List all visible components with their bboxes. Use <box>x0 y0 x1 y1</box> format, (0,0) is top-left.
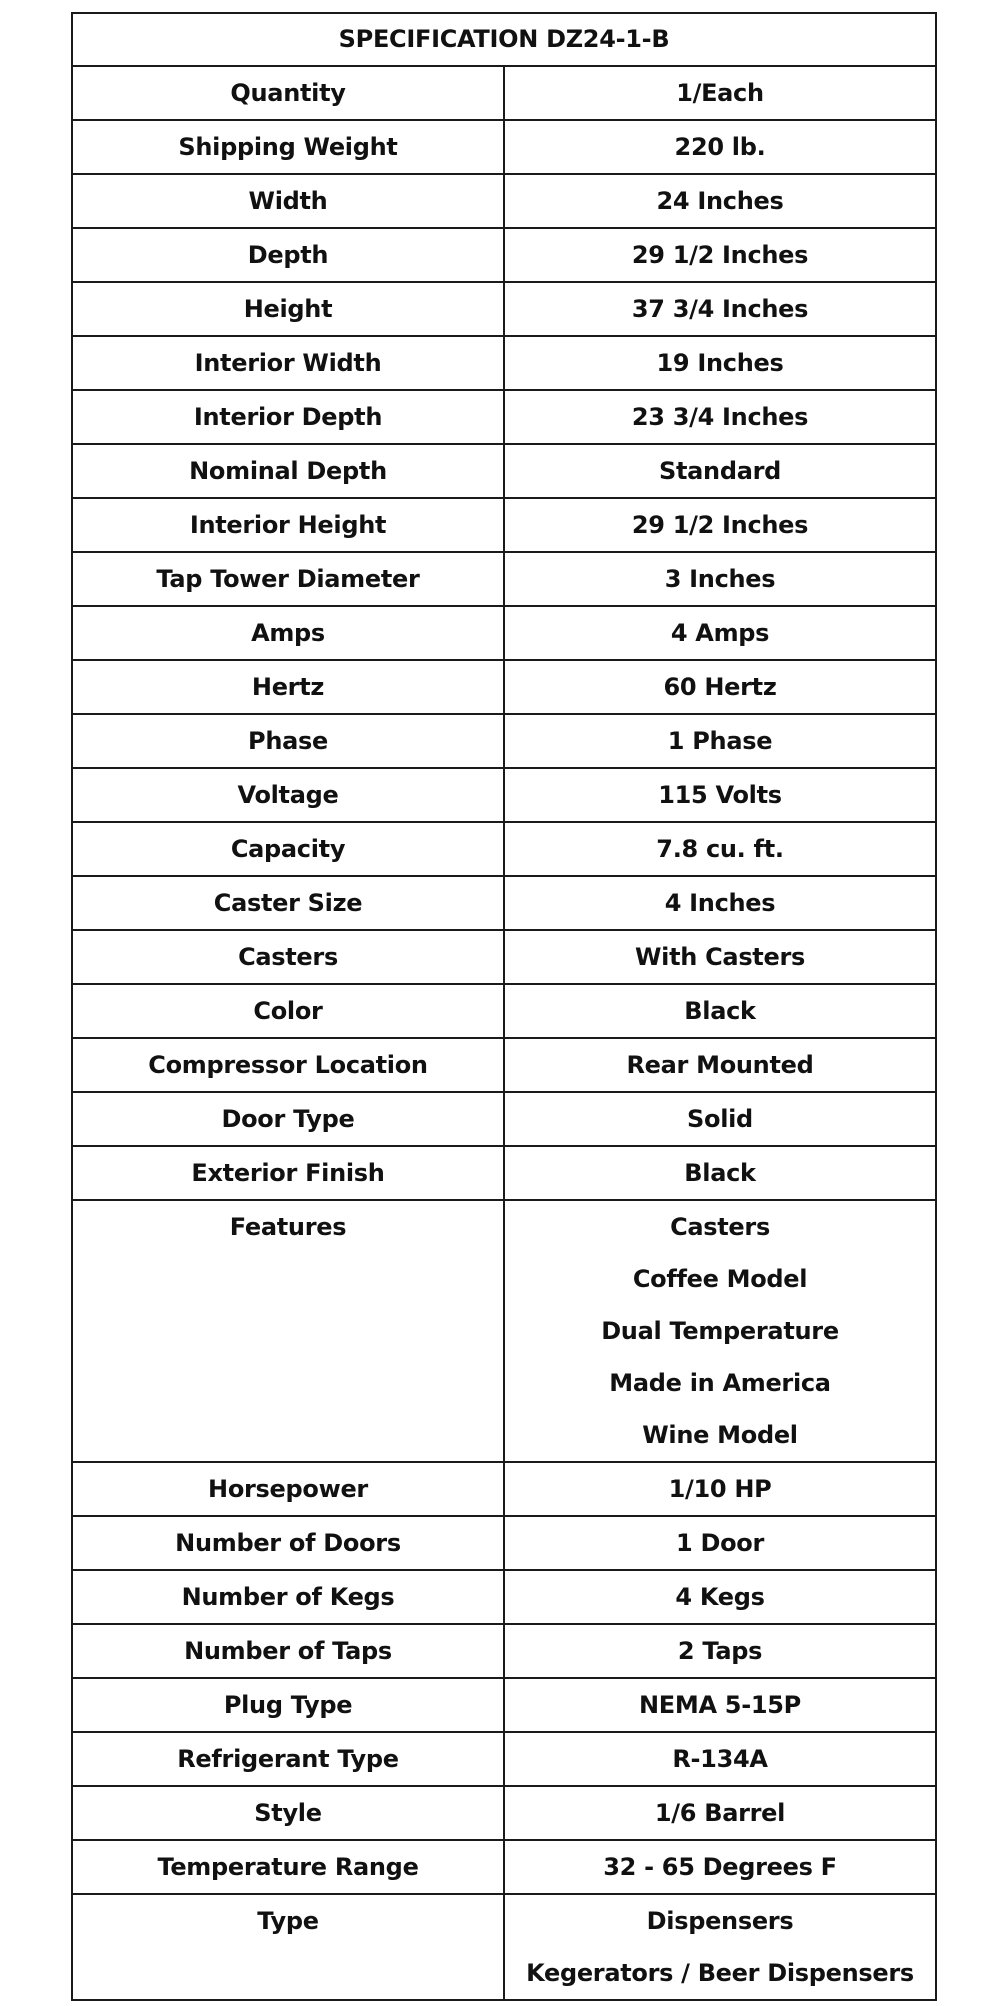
spec-value: 1/10 HP <box>668 1475 772 1503</box>
spec-label-cell <box>72 228 504 282</box>
spec-value-cell <box>504 930 936 984</box>
spec-label: Shipping Weight <box>178 133 398 161</box>
spec-value-cell <box>504 1516 936 1570</box>
spec-label-cell <box>72 606 504 660</box>
spec-label: Phase <box>248 727 328 755</box>
spec-value: 1/6 Barrel <box>654 1799 786 1827</box>
spec-value: Dual Temperature <box>601 1317 839 1345</box>
spec-label: Temperature Range <box>157 1853 419 1881</box>
spec-label-cell <box>72 552 504 606</box>
spec-label: Voltage <box>237 781 339 809</box>
spec-value: 115 Volts <box>658 781 782 809</box>
spec-label: Depth <box>247 241 329 269</box>
spec-value-cell <box>504 1092 936 1146</box>
table-row <box>72 1462 936 1516</box>
spec-value: R-134A <box>672 1745 768 1773</box>
table-title: SPECIFICATION DZ24-1-B <box>72 13 936 66</box>
spec-value-cell <box>504 1200 936 1462</box>
table-row <box>72 1092 936 1146</box>
table-row <box>72 66 936 120</box>
spec-label: Interior Height <box>189 511 387 539</box>
spec-value-cell <box>504 606 936 660</box>
spec-value: Rear Mounted <box>626 1051 814 1079</box>
spec-value: Casters <box>670 1213 770 1241</box>
spec-label-cell <box>72 444 504 498</box>
spec-label-cell <box>72 930 504 984</box>
spec-label: Nominal Depth <box>189 457 387 485</box>
spec-label-cell <box>72 66 504 120</box>
spec-value: 1 Door <box>676 1529 764 1557</box>
spec-value-cell <box>504 768 936 822</box>
spec-label: Plug Type <box>223 1691 353 1719</box>
spec-label: Tap Tower Diameter <box>156 565 420 593</box>
spec-value-cell <box>504 498 936 552</box>
spec-label-cell <box>72 876 504 930</box>
table-row <box>72 1678 936 1732</box>
spec-value-cell <box>504 1840 936 1894</box>
table-row <box>72 1038 936 1092</box>
spec-label-cell <box>72 1894 504 2000</box>
table-row <box>72 1624 936 1678</box>
spec-label: Interior Depth <box>193 403 383 431</box>
spec-value-cell <box>504 174 936 228</box>
spec-label-cell <box>72 714 504 768</box>
table-row <box>72 390 936 444</box>
spec-value: 4 Kegs <box>675 1583 765 1611</box>
table-row <box>72 768 936 822</box>
spec-value-cell <box>504 1462 936 1516</box>
table-row <box>72 336 936 390</box>
spec-label-cell <box>72 984 504 1038</box>
table-row <box>72 444 936 498</box>
table-row <box>72 498 936 552</box>
table-row <box>72 1732 936 1786</box>
table-row <box>72 930 936 984</box>
spec-label: Interior Width <box>194 349 382 377</box>
spec-value-cell <box>504 984 936 1038</box>
table-row <box>72 1840 936 1894</box>
spec-value-cell <box>504 714 936 768</box>
spec-label: Color <box>253 997 323 1025</box>
spec-label: Quantity <box>230 79 346 107</box>
table-row <box>72 1894 936 2000</box>
spec-value: Coffee Model <box>632 1265 808 1293</box>
spec-value: With Casters <box>635 943 805 971</box>
table-row <box>72 606 936 660</box>
spec-value: Black <box>684 997 756 1025</box>
spec-label-cell <box>72 1786 504 1840</box>
spec-value-cell <box>504 1678 936 1732</box>
spec-value-cell <box>504 660 936 714</box>
spec-label-cell <box>72 1038 504 1092</box>
table-row <box>72 1786 936 1840</box>
table-row <box>72 228 936 282</box>
table-row <box>72 822 936 876</box>
spec-value-cell <box>504 552 936 606</box>
spec-value: 29 1/2 Inches <box>631 511 809 539</box>
spec-value: 23 3/4 Inches <box>631 403 809 431</box>
spec-label: Horsepower <box>208 1475 368 1503</box>
spec-label: Style <box>254 1799 322 1827</box>
spec-label: Exterior Finish <box>191 1159 385 1187</box>
spec-value-cell <box>504 228 936 282</box>
spec-value: 1 Phase <box>667 727 773 755</box>
table-row <box>72 1200 936 1462</box>
spec-label-cell <box>72 1462 504 1516</box>
table-row <box>72 282 936 336</box>
spec-label-cell <box>72 282 504 336</box>
spec-value-cell <box>504 66 936 120</box>
spec-value-cell <box>504 1732 936 1786</box>
spec-value: 37 3/4 Inches <box>631 295 809 323</box>
spec-value-cell <box>504 1146 936 1200</box>
spec-value: Standard <box>658 457 782 485</box>
spec-label: Width <box>248 187 328 215</box>
spec-value-cell <box>504 336 936 390</box>
spec-label-cell <box>72 390 504 444</box>
spec-value: 4 Inches <box>664 889 776 917</box>
spec-value: Solid <box>687 1105 753 1133</box>
spec-value: 24 Inches <box>656 187 784 215</box>
table-body <box>72 66 936 2000</box>
spec-label-cell <box>72 1516 504 1570</box>
table-row <box>72 174 936 228</box>
spec-label-cell <box>72 1678 504 1732</box>
spec-value: 29 1/2 Inches <box>631 241 809 269</box>
spec-label-cell <box>72 498 504 552</box>
spec-label: Number of Doors <box>175 1529 401 1557</box>
spec-label: Type <box>257 1907 319 1935</box>
spec-value: Kegerators / Beer Dispensers <box>526 1959 914 1987</box>
spec-value: 60 Hertz <box>663 673 777 701</box>
spec-label: Number of Kegs <box>181 1583 395 1611</box>
spec-label-cell <box>72 1840 504 1894</box>
spec-label-cell <box>72 1624 504 1678</box>
spec-label: Compressor Location <box>148 1051 428 1079</box>
spec-label: Hertz <box>251 673 325 701</box>
spec-value: 19 Inches <box>656 349 784 377</box>
spec-value: 2 Taps <box>677 1637 763 1665</box>
spec-label-cell <box>72 1570 504 1624</box>
spec-value-cell <box>504 1038 936 1092</box>
spec-label: Refrigerant Type <box>177 1745 399 1773</box>
table-row <box>72 1516 936 1570</box>
spec-value-cell <box>504 822 936 876</box>
spec-label: Capacity <box>230 835 346 863</box>
table-row <box>72 1146 936 1200</box>
spec-value-cell <box>504 1786 936 1840</box>
table-row <box>72 1570 936 1624</box>
spec-label: Number of Taps <box>184 1637 392 1665</box>
spec-label: Door Type <box>221 1105 355 1133</box>
spec-label: Height <box>243 295 333 323</box>
table-row <box>72 984 936 1038</box>
spec-label-cell <box>72 822 504 876</box>
spec-value-cell <box>504 120 936 174</box>
table-row <box>72 876 936 930</box>
spec-value: 7.8 cu. ft. <box>656 835 784 863</box>
spec-label: Amps <box>251 619 325 647</box>
spec-value-cell <box>504 1624 936 1678</box>
spec-value-cell <box>504 1894 936 2000</box>
table-row <box>72 552 936 606</box>
spec-label-cell <box>72 1200 504 1462</box>
spec-value: Made in America <box>609 1369 831 1397</box>
spec-label-cell <box>72 174 504 228</box>
table-row <box>72 660 936 714</box>
spec-value-cell <box>504 876 936 930</box>
spec-value: 32 - 65 Degrees F <box>603 1853 837 1881</box>
spec-label-cell <box>72 336 504 390</box>
spec-value-cell <box>504 1570 936 1624</box>
spec-value: Dispensers <box>646 1907 794 1935</box>
spec-value: NEMA 5-15P <box>639 1691 801 1719</box>
spec-value-cell <box>504 444 936 498</box>
spec-label-cell <box>72 1732 504 1786</box>
spec-value-cell <box>504 282 936 336</box>
spec-label: Features <box>229 1213 347 1241</box>
spec-value: Wine Model <box>642 1421 798 1449</box>
table-row <box>72 714 936 768</box>
specification-table <box>71 12 937 2001</box>
spec-value: Black <box>684 1159 756 1187</box>
spec-label: Caster Size <box>213 889 363 917</box>
table-row <box>72 120 936 174</box>
spec-value: 1/Each <box>676 79 764 107</box>
spec-value-cell <box>504 390 936 444</box>
spec-value: 220 lb. <box>674 133 766 161</box>
table-header-row <box>72 13 936 66</box>
spec-label-cell <box>72 1146 504 1200</box>
spec-label: Casters <box>238 943 338 971</box>
spec-label-cell <box>72 120 504 174</box>
spec-label-cell <box>72 660 504 714</box>
spec-label-cell <box>72 768 504 822</box>
spec-value: 4 Amps <box>670 619 770 647</box>
spec-value: 3 Inches <box>664 565 776 593</box>
spec-label-cell <box>72 1092 504 1146</box>
